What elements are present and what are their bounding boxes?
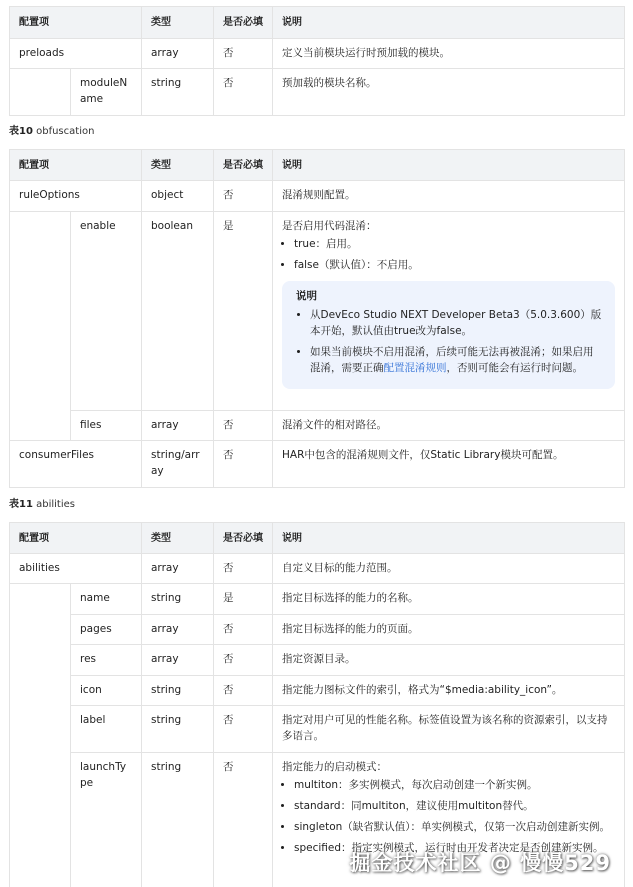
header-description: 说明 xyxy=(273,150,625,181)
cell-desc: 混淆文件的相对路径。 xyxy=(273,411,625,441)
cell-desc: 定义当前模块运行时预加载的模块。 xyxy=(273,39,625,69)
cell-key: abilities xyxy=(10,554,142,584)
cell-required: 否 xyxy=(214,441,273,488)
caption-number: 表10 xyxy=(9,126,33,137)
cell-key: label xyxy=(71,706,142,753)
list-item: • false（默认值）：不启用。 xyxy=(294,257,615,273)
note-item xyxy=(310,344,603,376)
cell-desc: 自定义目标的能力范围。 xyxy=(273,554,625,584)
cell-desc: 指定目标选择的能力的页面。 xyxy=(273,615,625,645)
cell-required: 否 xyxy=(214,181,273,212)
cell-desc: 指定目标选择的能力的名称。 xyxy=(273,584,625,615)
cell-indent xyxy=(10,212,71,441)
cell-key: ruleOptions xyxy=(10,181,142,212)
cell-indent xyxy=(10,69,71,116)
cell-required: 否 xyxy=(214,615,273,645)
launchtype-desc-text: 指定能力的启动模式： xyxy=(282,761,387,773)
cell-desc: 预加载的模块名称。 xyxy=(273,69,625,116)
caption-name: abilities xyxy=(36,499,75,510)
cell-type: string xyxy=(142,584,214,615)
header-config-item: 配置项 xyxy=(10,7,142,39)
header-type: 类型 xyxy=(142,7,214,39)
cell-type: array xyxy=(142,615,214,645)
obfuscation-table xyxy=(9,149,625,488)
cell-required: 否 xyxy=(214,706,273,753)
cell-required: 否 xyxy=(214,39,273,69)
header-type: 类型 xyxy=(142,150,214,181)
table11-caption xyxy=(9,497,75,513)
cell-key: res xyxy=(71,645,142,676)
cell-key: name xyxy=(71,584,142,615)
cell-desc: 指定对用户可见的性能名称。标签值设置为该名称的资源索引，以支持多语言。 xyxy=(273,706,625,753)
cell-desc: 指定能力图标文件的索引，格式为“$media:ability_icon”。 xyxy=(273,676,625,706)
table10-caption xyxy=(9,124,94,140)
list-item: • true：启用。 xyxy=(294,236,615,252)
header-required: 是否必填 xyxy=(214,523,273,554)
caption-name: obfuscation xyxy=(36,126,95,137)
cell-type: array xyxy=(142,645,214,676)
cell-key: launchType xyxy=(71,753,142,887)
cell-required: 是 xyxy=(214,212,273,411)
cell-type: boolean xyxy=(142,212,214,411)
header-required: 是否必填 xyxy=(214,150,273,181)
header-config-item: 配置项 xyxy=(10,150,142,181)
header-config-item: 配置项 xyxy=(10,523,142,554)
header-type: 类型 xyxy=(142,523,214,554)
note-list xyxy=(296,307,603,376)
cell-type: string xyxy=(142,69,214,116)
cell-type: array xyxy=(142,554,214,584)
caption-number: 表11 xyxy=(9,499,33,510)
cell-key: pages xyxy=(71,615,142,645)
cell-desc: 混淆规则配置。 xyxy=(273,181,625,212)
enable-bullets xyxy=(282,236,615,273)
list-item: • singleton（缺省默认值）：单实例模式，仅第一次启动创建新实例。 xyxy=(294,819,615,835)
cell-type: array xyxy=(142,411,214,441)
abilities-table xyxy=(9,522,625,887)
cell-key: files xyxy=(71,411,142,441)
header-description: 说明 xyxy=(273,523,625,554)
cell-desc xyxy=(273,212,625,411)
cell-type: array xyxy=(142,39,214,69)
cell-type: string xyxy=(142,676,214,706)
config-rules-link[interactable]: 配置混淆规则 xyxy=(383,362,447,374)
cell-key: icon xyxy=(71,676,142,706)
cell-type: string/array xyxy=(142,441,214,488)
cell-type: string xyxy=(142,706,214,753)
list-item: • standard：同multiton，建议使用multiton替代。 xyxy=(294,798,615,814)
note-box xyxy=(282,281,615,389)
header-description: 说明 xyxy=(273,7,625,39)
enable-desc-text: 是否启用代码混淆： xyxy=(282,220,377,232)
cell-required: 否 xyxy=(214,69,273,116)
watermark: 掘金技术社区 @ 慢慢529 xyxy=(349,851,611,875)
cell-required: 否 xyxy=(214,645,273,676)
cell-key: moduleName xyxy=(71,69,142,116)
launchtype-bullets xyxy=(282,777,615,856)
cell-desc: 指定资源目录。 xyxy=(273,645,625,676)
config-table-top xyxy=(9,6,625,116)
header-required: 是否必填 xyxy=(214,7,273,39)
cell-required: 否 xyxy=(214,753,273,887)
cell-key: enable xyxy=(71,212,142,411)
note-title: 说明 xyxy=(296,290,317,302)
cell-key: preloads xyxy=(10,39,142,69)
note-item: • 从DevEco Studio NEXT Developer Beta3（5.0.3.600）版本开始，默认值由true改为false。 xyxy=(310,307,603,339)
note-text: ，否则可能会有运行时问题。 xyxy=(446,362,583,374)
cell-required: 否 xyxy=(214,676,273,706)
list-item: • specified：指定实例模式，运行时由开发者决定是否创建新实例。 xyxy=(294,840,615,856)
cell-indent xyxy=(10,584,71,887)
cell-desc: HAR中包含的混淆规则文件，仅Static Library模块可配置。 xyxy=(273,441,625,488)
cell-required: 否 xyxy=(214,554,273,584)
cell-type: string xyxy=(142,753,214,887)
cell-type: object xyxy=(142,181,214,212)
cell-required: 是 xyxy=(214,584,273,615)
cell-required: 否 xyxy=(214,411,273,441)
note-text: 如果当前模块不启用混淆，后续可能无法再被混淆；如果启用混淆，需要正确 xyxy=(310,346,594,374)
cell-key: consumerFiles xyxy=(10,441,142,488)
list-item: • multiton：多实例模式，每次启动创建一个新实例。 xyxy=(294,777,615,793)
